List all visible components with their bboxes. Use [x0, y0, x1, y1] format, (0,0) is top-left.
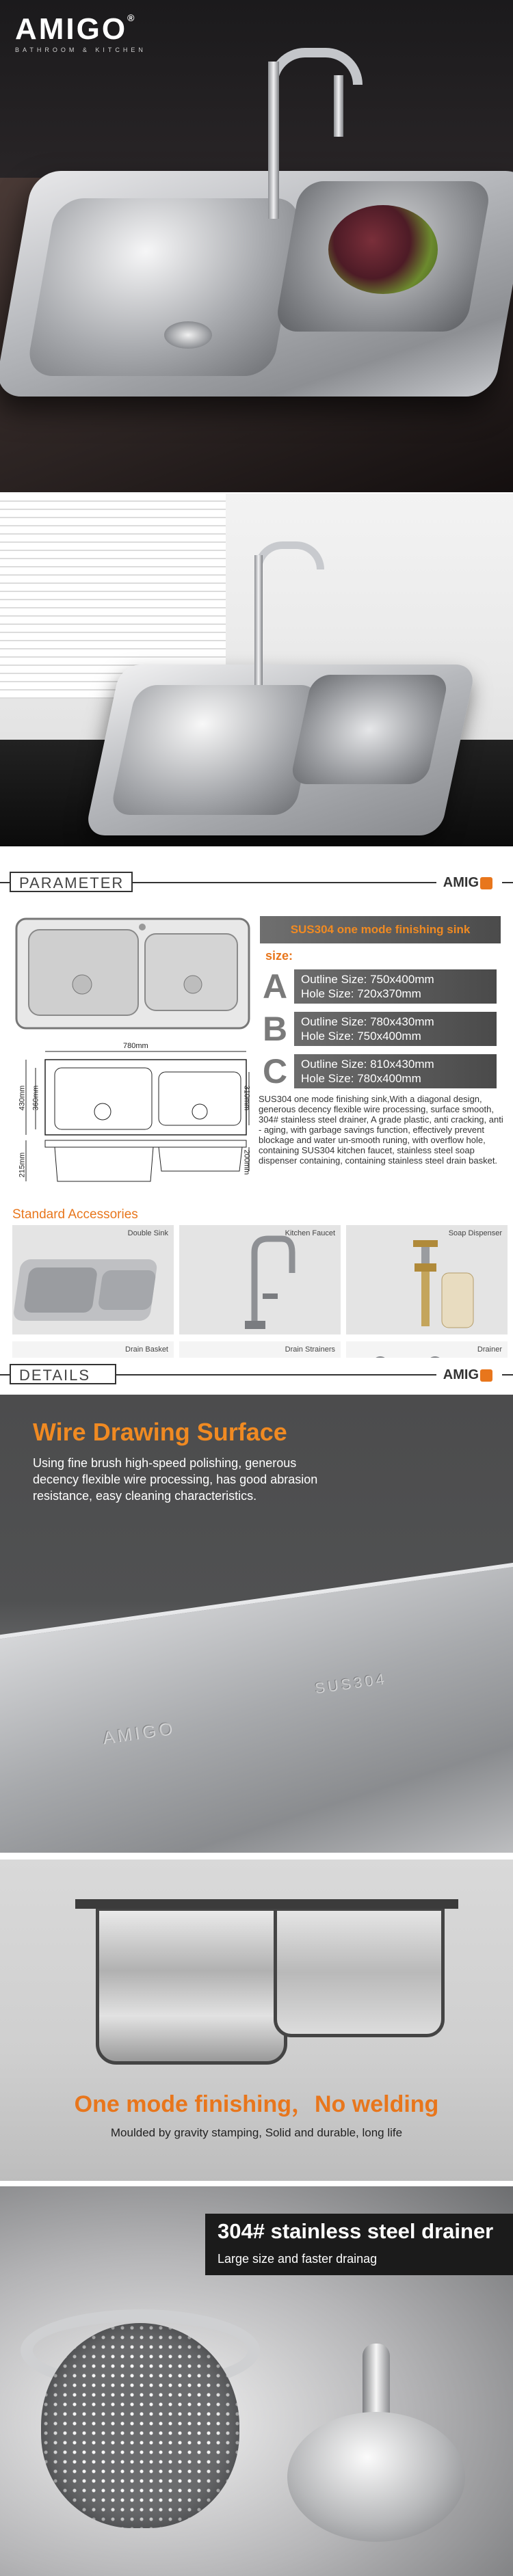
sink-bowl-large	[25, 198, 303, 376]
detail-title: 304# stainless steel drainer	[218, 2219, 494, 2243]
faucet-spout	[254, 541, 324, 569]
dim-right-height: 310mm	[242, 1085, 251, 1111]
outline-size: Outline Size: 780x430mm	[301, 1015, 434, 1028]
embossed-brand: AMIGO	[101, 1717, 177, 1749]
sink-section-large	[96, 1907, 287, 2065]
size-row-c	[260, 1051, 499, 1092]
dim-depth-right: 200mm	[242, 1149, 251, 1175]
brand-logo	[15, 12, 146, 53]
drainer-caption-box	[205, 2214, 513, 2275]
hole-size: Hole Size: 720x370mm	[301, 987, 421, 1000]
product-title: SUS304 one mode finishing sink	[260, 916, 501, 943]
drain-basket	[41, 2323, 239, 2528]
product-description: SUS304 one mode finishing sink,With a diagonal design, generous decency flexible wire processing, surface smooth, 304# stainless steel drainer, A grade plastic, anti cracking, anti - aging, with garbage savings function, effectively prevent blockage and water un-smooth runing, with overflow hole, containing SUS304 kitchen faucet, stainless steel soap dispenser containing, containing stainless steel drain basket.	[259, 1094, 503, 1166]
accessory-caption: Drainer	[477, 1345, 502, 1354]
detail-drainer	[0, 2186, 513, 2576]
brushed-steel-surface	[0, 1561, 513, 1853]
faucet-column	[254, 555, 263, 685]
registered-mark: ®	[127, 12, 137, 23]
vegetable-basket	[328, 205, 438, 294]
sink-dimension-drawing	[14, 1045, 253, 1188]
detail-wire-drawing	[0, 1395, 513, 1853]
size-row-b	[260, 1009, 499, 1050]
embossed-grade: SUS304	[313, 1669, 389, 1698]
accessory-double-sink	[12, 1225, 174, 1334]
faucet-column	[268, 62, 279, 219]
parameter-section	[0, 868, 513, 1360]
size-box	[294, 1012, 497, 1046]
logo-o-icon	[480, 1369, 492, 1382]
sink-top-view-drawing	[14, 916, 253, 1032]
dim-depth-left: 215mm	[18, 1152, 27, 1178]
accessory-kitchen-faucet	[179, 1225, 341, 1334]
brand-logo-text: AMIGO	[15, 12, 128, 46]
brand-tag-text: AMIG	[443, 875, 479, 890]
hole-size: Hole Size: 750x400mm	[301, 1030, 421, 1043]
detail-subtitle: Large size and faster drainag	[218, 2252, 378, 2266]
accessory-caption: Soap Dispenser	[448, 1229, 502, 1237]
detail-title: One mode finishing，No welding	[74, 2091, 439, 2117]
size-letter: A	[263, 967, 288, 1006]
detail-body: Using fine brush high-speed polishing, generous decency flexible wire processing, has good abrasion resistance, easy cleaning characteristics.	[33, 1456, 318, 1503]
accessory-caption: Kitchen Faucet	[285, 1229, 335, 1237]
dim-inner-height: 360mm	[31, 1085, 40, 1111]
faucet-image	[179, 1225, 341, 1334]
sink-bowl-large	[109, 685, 321, 815]
hero-photo-sink-kitchen	[0, 494, 513, 846]
brand-tag-text: AMIG	[443, 1367, 479, 1382]
outline-size: Outline Size: 750x400mm	[301, 973, 434, 986]
drain-cover	[164, 321, 212, 349]
size-letter: B	[263, 1010, 288, 1048]
soap-dispenser-image	[346, 1225, 508, 1334]
detail-subtitle: Moulded by gravity stamping, Solid and durable, long life	[110, 2126, 403, 2139]
brand-tagline: BATHROOM & KITCHEN	[15, 46, 146, 53]
dim-left-height: 430mm	[18, 1085, 27, 1111]
faucet-spout	[268, 48, 363, 85]
brand-tag	[436, 1366, 502, 1384]
dim-top-width: 780mm	[123, 1042, 148, 1050]
hero-photo-sink-with-vegetables	[0, 0, 513, 492]
sink-rim	[75, 1899, 458, 1909]
outline-size: Outline Size: 810x430mm	[301, 1058, 434, 1071]
accessories-title: Standard Accessories	[12, 1207, 138, 1222]
faucet-outlet	[334, 75, 343, 137]
sink-bowl-small	[289, 675, 449, 784]
size-box	[294, 1054, 497, 1088]
section-title: PARAMETER	[10, 872, 133, 892]
drain-stopper	[287, 2412, 465, 2542]
accessory-caption: Double Sink	[127, 1229, 168, 1237]
accessory-caption: Drain Basket	[125, 1345, 168, 1354]
double-sink-image	[12, 1225, 174, 1334]
size-letter: C	[263, 1052, 288, 1090]
accessory-soap-dispenser	[346, 1225, 508, 1334]
detail-one-mode	[0, 1860, 513, 2181]
sink-section-small	[274, 1907, 445, 2037]
details-section-header	[0, 1358, 513, 1392]
section-title: DETAILS	[10, 1364, 116, 1384]
size-label: size:	[265, 949, 293, 963]
detail-title: Wire Drawing Surface	[33, 1418, 287, 1446]
accessory-caption: Drain Strainers	[285, 1345, 335, 1354]
hole-size: Hole Size: 780x400mm	[301, 1072, 421, 1085]
size-box	[294, 969, 497, 1004]
size-row-a	[260, 967, 499, 1008]
